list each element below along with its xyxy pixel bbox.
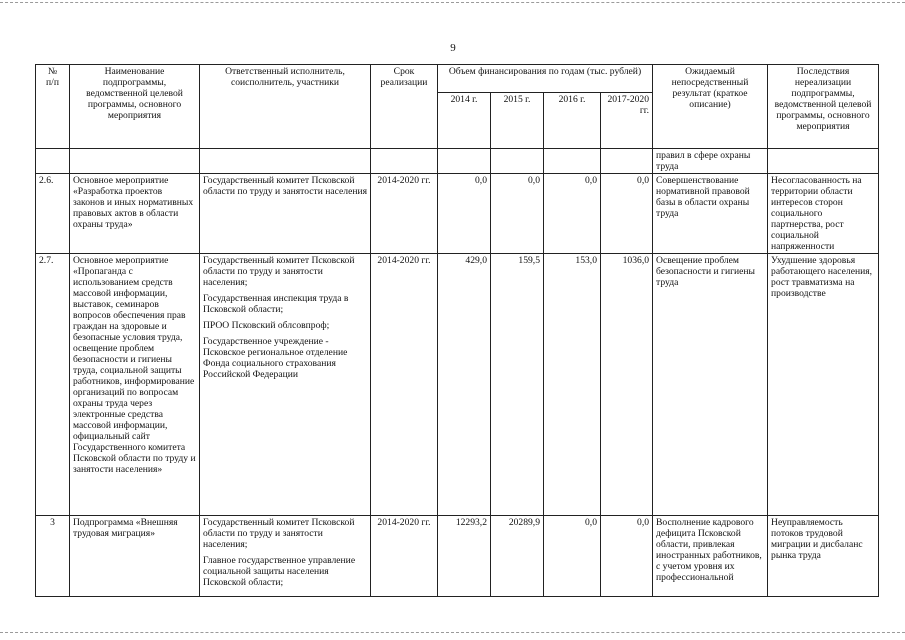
row-v2016: 0,0: [544, 516, 601, 597]
row-v2015: [491, 149, 544, 174]
row-v2017: 0,0: [601, 516, 653, 597]
header-year-2016: 2016 г.: [544, 93, 601, 149]
row-v2015: 20289,9: [491, 516, 544, 597]
header-num: № п/п: [36, 65, 70, 149]
row-num: 3: [36, 516, 70, 597]
row-executors: [200, 516, 371, 597]
executor-item: Государственный комитет Псковской области по труду и занятости населения;: [203, 517, 355, 550]
executor-item: Главное государственное управление социальной защиты населения Псковской области;: [203, 555, 356, 588]
header-term: Срок реализации: [371, 65, 438, 149]
header-consequence: Последствия нереализации подпрограммы, ведомственной целевой программы, основного мероприятия: [768, 65, 879, 149]
program-table: [35, 64, 879, 597]
executor-item: Государственная инспекция труда в Псковской области;: [203, 293, 349, 315]
row-term: [371, 149, 438, 174]
row-v2014: [438, 149, 491, 174]
row-term: 2014-2020 гг.: [371, 516, 438, 597]
row-result: Освещение проблем безопасности и гигиены труда: [653, 254, 768, 516]
header-year-2014: 2014 г.: [438, 93, 491, 149]
row-v2016: 0,0: [544, 174, 601, 254]
row-consequence: Неуправляемость потоков трудовой миграции и дисбаланс рынка труда: [768, 516, 879, 597]
executor-item: ПРОО Псковский облсовпроф;: [203, 320, 330, 331]
row-v2017: 0,0: [601, 174, 653, 254]
row-v2014: 429,0: [438, 254, 491, 516]
row-consequence: Ухудшение здоровья работающего населения, рост травматизма на производстве: [768, 254, 879, 516]
row-num: 2.7.: [36, 254, 70, 516]
executor-item: Государственное учреждение - Псковское региональное отделение Фонда социального страхования Российской Федерации: [203, 336, 348, 380]
row-v2016: [544, 149, 601, 174]
header-executor: Ответственный исполнитель, соисполнитель, участники: [200, 65, 371, 149]
header-name: Наименование подпрограммы, ведомственной целевой программы, основного мероприятия: [70, 65, 200, 149]
row-v2016: 153,0: [544, 254, 601, 516]
row-term: 2014-2020 гг.: [371, 174, 438, 254]
executor-item: Государственный комитет Псковской области по труду и занятости населения;: [203, 255, 355, 288]
row-v2015: 0,0: [491, 174, 544, 254]
scan-edge-bottom: [0, 632, 905, 633]
row-num: [36, 149, 70, 174]
header-year-2015: 2015 г.: [491, 93, 544, 149]
row-v2015: 159,5: [491, 254, 544, 516]
page-number: 9: [450, 42, 456, 54]
row-name: Основное мероприятие «Разработка проектов законов и иных нормативных правовых актов в области охраны труда»: [70, 174, 200, 254]
row-consequence: [768, 149, 879, 174]
row-v2017: [601, 149, 653, 174]
table-row: [36, 516, 879, 597]
table-row: [36, 149, 879, 174]
table-row: [36, 254, 879, 516]
row-name: Основное мероприятие «Пропаганда с использованием средств массовой информации, выставок, семинаров вопросов обеспечения прав граждан на здоровые и безопасные условия труда, освещение проблем безопасности и гигиены труда, социальной защиты работников, информирование организаций по вопросам охраны труда через электронные средства массовой информации, официальный сайт Государственного комитета Псковской области по труду и занятости населения»: [70, 254, 200, 516]
row-v2017: 1036,0: [601, 254, 653, 516]
row-result: правил в сфере охраны труда: [653, 149, 768, 174]
header-funding: Объем финансирования по годам (тыс. рублей): [438, 65, 653, 93]
row-executors: [200, 149, 371, 174]
row-consequence: Несогласованность на территории области интересов сторон социального партнерства, рост социальной напряженности: [768, 174, 879, 254]
row-result: Совершенствование нормативной правовой базы в области охраны труда: [653, 174, 768, 254]
row-term: 2014-2020 гг.: [371, 254, 438, 516]
row-name: [70, 149, 200, 174]
executor-item: Государственный комитет Псковской области по труду и занятости населения: [203, 175, 368, 197]
row-name: Подпрограмма «Внешняя трудовая миграция»: [70, 516, 200, 597]
row-result: Восполнение кадрового дефицита Псковской области, привлекая иностранных работников, с учетом уровня их профессиональной: [653, 516, 768, 597]
row-v2014: 0,0: [438, 174, 491, 254]
row-num: 2.6.: [36, 174, 70, 254]
scan-edge-top: [0, 2, 905, 3]
table-row: [36, 174, 879, 254]
header-result: Ожидаемый непосредственный результат (краткое описание): [653, 65, 768, 149]
row-executors: [200, 254, 371, 516]
row-v2014: 12293,2: [438, 516, 491, 597]
row-executors: [200, 174, 371, 254]
header-year-2017-2020: 2017-2020 гг.: [601, 93, 653, 149]
